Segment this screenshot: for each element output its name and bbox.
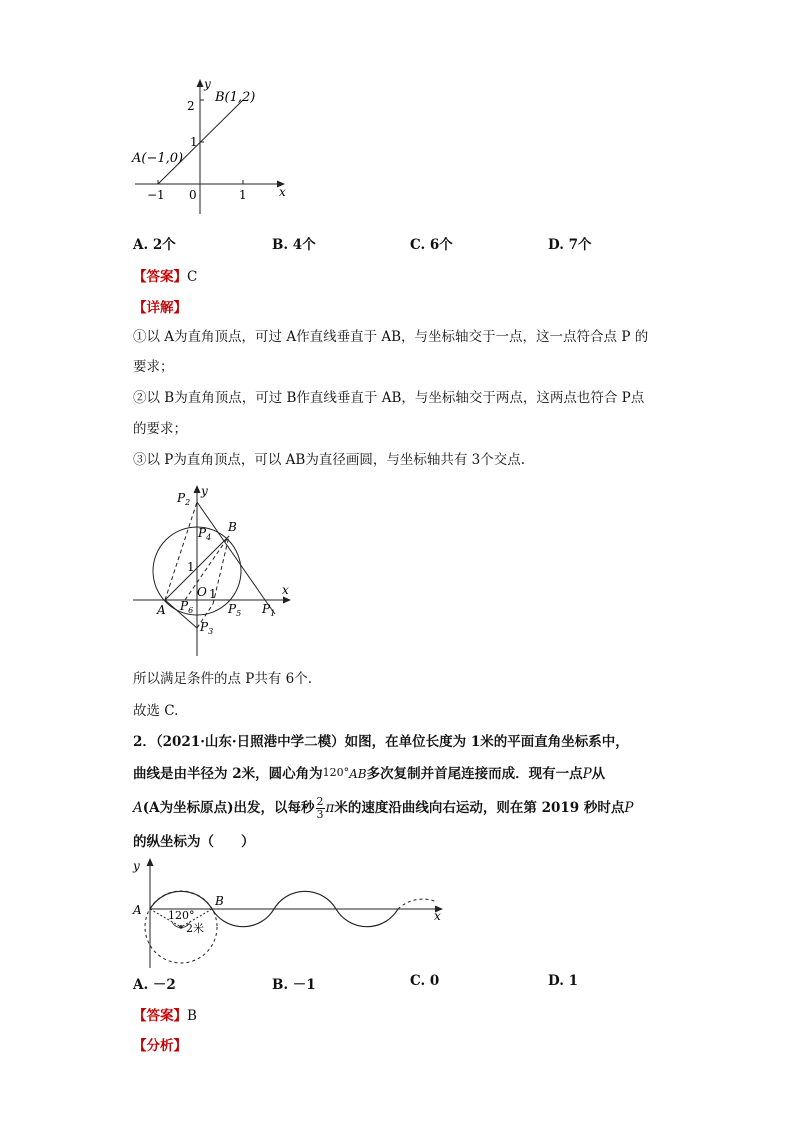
y-axis-arrow xyxy=(194,485,201,493)
label-b: B xyxy=(228,520,237,534)
detail-tag: 【详解】 xyxy=(133,300,187,316)
tick-label-1x: 1 xyxy=(239,188,247,202)
wave-curve-dashed xyxy=(398,899,437,909)
label-p2: $P_2$ xyxy=(177,491,191,507)
label-x: x xyxy=(434,909,441,923)
detail-line-4: 的要求； xyxy=(133,421,187,437)
label-y: y xyxy=(201,484,208,498)
label-x: x xyxy=(282,583,289,597)
tick-label-neg1: −1 xyxy=(147,188,165,202)
q1-option-d: D. 7个 xyxy=(548,237,592,253)
analysis-tag: 【分析】 xyxy=(133,1038,187,1054)
y-axis-arrow xyxy=(197,79,204,87)
label-p1: $P_1$ xyxy=(262,602,276,618)
label-a: A xyxy=(157,603,166,617)
detail-line-1: ①以 A为直角顶点，可过 A作直线垂直于 AB，与坐标轴交于一点，这一点符合点 P 的 xyxy=(133,329,649,345)
label-p4: $P_4$ xyxy=(198,526,212,542)
label-a: A(−1,0) xyxy=(132,151,184,166)
axis-label-y: y xyxy=(204,77,211,91)
figure-circle-points xyxy=(125,478,305,658)
conclusion-line: 所以满足条件的点 P共有 6个. xyxy=(133,671,313,687)
tick-label-0: 0 xyxy=(189,188,197,202)
q1-option-b: B. 4个 xyxy=(272,237,316,253)
label-o: O xyxy=(197,585,207,599)
tick-label-1y: 1 xyxy=(190,135,198,149)
q2-line-1: 2．（2021·山东·日照港中学二模）如图，在单位长度为 1米的平面直角坐标系中， xyxy=(133,734,629,750)
detail-line-5: ③以 P为直角顶点，可以 AB为直径画圆，与坐标轴共有 3个交点. xyxy=(133,452,526,468)
y-axis-arrow xyxy=(147,858,154,866)
choose-line: 故选 C. xyxy=(133,703,179,719)
q2-line-4: 的纵坐标为（ ） xyxy=(133,834,255,850)
answer-tag-2: 【答案】B xyxy=(133,1008,197,1024)
label-1y: 1 xyxy=(187,560,195,574)
figure-wave-curve xyxy=(125,852,455,970)
perp-line-b xyxy=(197,502,265,600)
q1-option-a: A. 2个 xyxy=(133,237,176,253)
axis-label-x: x xyxy=(279,185,286,199)
x-axis-arrow xyxy=(283,597,291,604)
figure-line-ab xyxy=(125,70,295,220)
q2-line-2: 曲线是由半径为 2米，圆心角为120°AB多次复制并首尾连接而成．现有一点P从 xyxy=(133,766,606,782)
q2-line-3: A(A为坐标原点)出发，以每秒 $\frac{2}{3}$ π米的速度沿曲线向右运动，则在第 2019 秒时点P xyxy=(133,795,634,821)
label-p5: $P_5$ xyxy=(228,602,242,618)
tick-label-2: 2 xyxy=(187,99,195,113)
label-b: B xyxy=(215,894,224,908)
label-p3: $P_3$ xyxy=(200,620,214,636)
label-angle: 120° xyxy=(168,909,195,922)
q2-option-d: D. 1 xyxy=(548,973,579,989)
center-dot xyxy=(179,925,183,929)
q2-option-b: B. －1 xyxy=(272,977,316,993)
q1-option-c: C. 6个 xyxy=(410,237,453,253)
detail-line-2: 要求； xyxy=(133,359,174,375)
q2-option-c: C. 0 xyxy=(410,973,440,989)
fraction-two-thirds: $\frac{2}{3}$ xyxy=(316,795,324,821)
answer-tag-1: 【答案】C xyxy=(133,269,198,285)
dashed-a-p2 xyxy=(165,502,197,600)
label-p6: $P_6$ xyxy=(180,599,194,615)
label-y: y xyxy=(133,859,140,873)
detail-line-3: ②以 B为直角顶点，可过 B作直线垂直于 AB，与坐标轴交于两点，这两点也符合 P点 xyxy=(133,390,645,406)
q2-option-a: A. －2 xyxy=(133,977,176,993)
label-b: B(1,2) xyxy=(215,90,256,105)
label-radius: 2米 xyxy=(186,922,204,935)
label-1x: 1 xyxy=(209,587,217,601)
label-a: A xyxy=(133,903,142,917)
